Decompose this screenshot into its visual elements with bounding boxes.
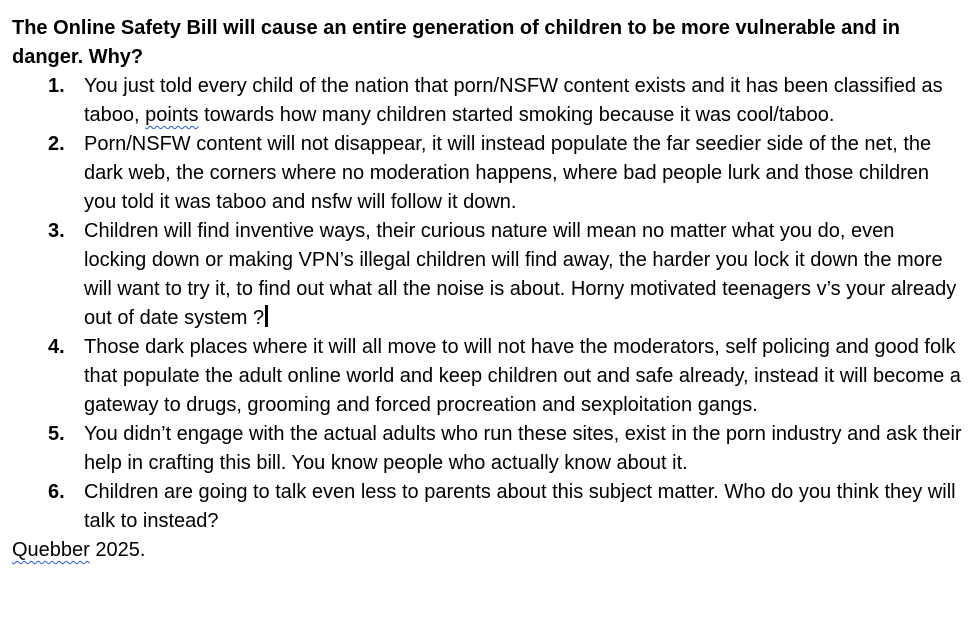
list-item-text-part: You just told every child of the nation that porn/NSFW content exists and it has been classified as taboo, bbox=[84, 75, 943, 126]
list-item-text bbox=[84, 72, 962, 130]
list-item bbox=[12, 478, 962, 536]
list-item-text: Porn/NSFW content will not disappear, it will instead populate the far seedier side of the net, the dark web, the corners where no moderation happens, where bad people lurk and those children you told it was taboo and nsfw will follow it down. bbox=[84, 133, 932, 213]
signature-year: 2025. bbox=[89, 539, 146, 561]
list-item bbox=[12, 217, 962, 333]
document-body[interactable] bbox=[12, 14, 962, 565]
list-item bbox=[12, 72, 962, 130]
list-item-text-part: Children will find inventive ways, their curious nature will mean no matter what you do, even locking down or making VPN’s illegal children will find away, the harder you lock it down the more will want to try it, to find out what all the noise is about. Horny motivated teenagers v’s your already out of date system ? bbox=[84, 220, 957, 329]
list-number: 6. bbox=[48, 481, 65, 503]
text-cursor bbox=[265, 305, 268, 327]
spellcheck-flagged-word[interactable]: points bbox=[145, 104, 199, 126]
document-heading: The Online Safety Bill will cause an entire generation of children to be more vulnerable and in danger. Why? bbox=[12, 17, 900, 68]
list-number: 1. bbox=[48, 75, 65, 97]
list-item bbox=[12, 130, 962, 217]
list-item-text bbox=[84, 217, 962, 333]
list-item bbox=[12, 420, 962, 478]
list-number: 3. bbox=[48, 220, 65, 242]
list-item-text: Children are going to talk even less to parents about this subject matter. Who do you think they will talk to instead? bbox=[84, 481, 956, 532]
list-item-text: You didn’t engage with the actual adults who run these sites, exist in the porn industry and ask their help in crafting this bill. You know people who actually know about it. bbox=[84, 423, 962, 474]
signature-line bbox=[12, 536, 962, 565]
spellcheck-flagged-word[interactable]: Quebber bbox=[12, 539, 90, 561]
numbered-list bbox=[12, 72, 962, 536]
list-item-text: Those dark places where it will all move to will not have the moderators, self policing and good folk that populate the adult online world and keep children out and safe already, instead it will become a gateway to drugs, grooming and forced procreation and sexploitation gangs. bbox=[84, 336, 961, 416]
list-item bbox=[12, 333, 962, 420]
list-item-text-part: towards how many children started smoking because it was cool/taboo. bbox=[198, 104, 835, 126]
list-number: 2. bbox=[48, 133, 65, 155]
list-number: 5. bbox=[48, 423, 65, 445]
list-number: 4. bbox=[48, 336, 65, 358]
